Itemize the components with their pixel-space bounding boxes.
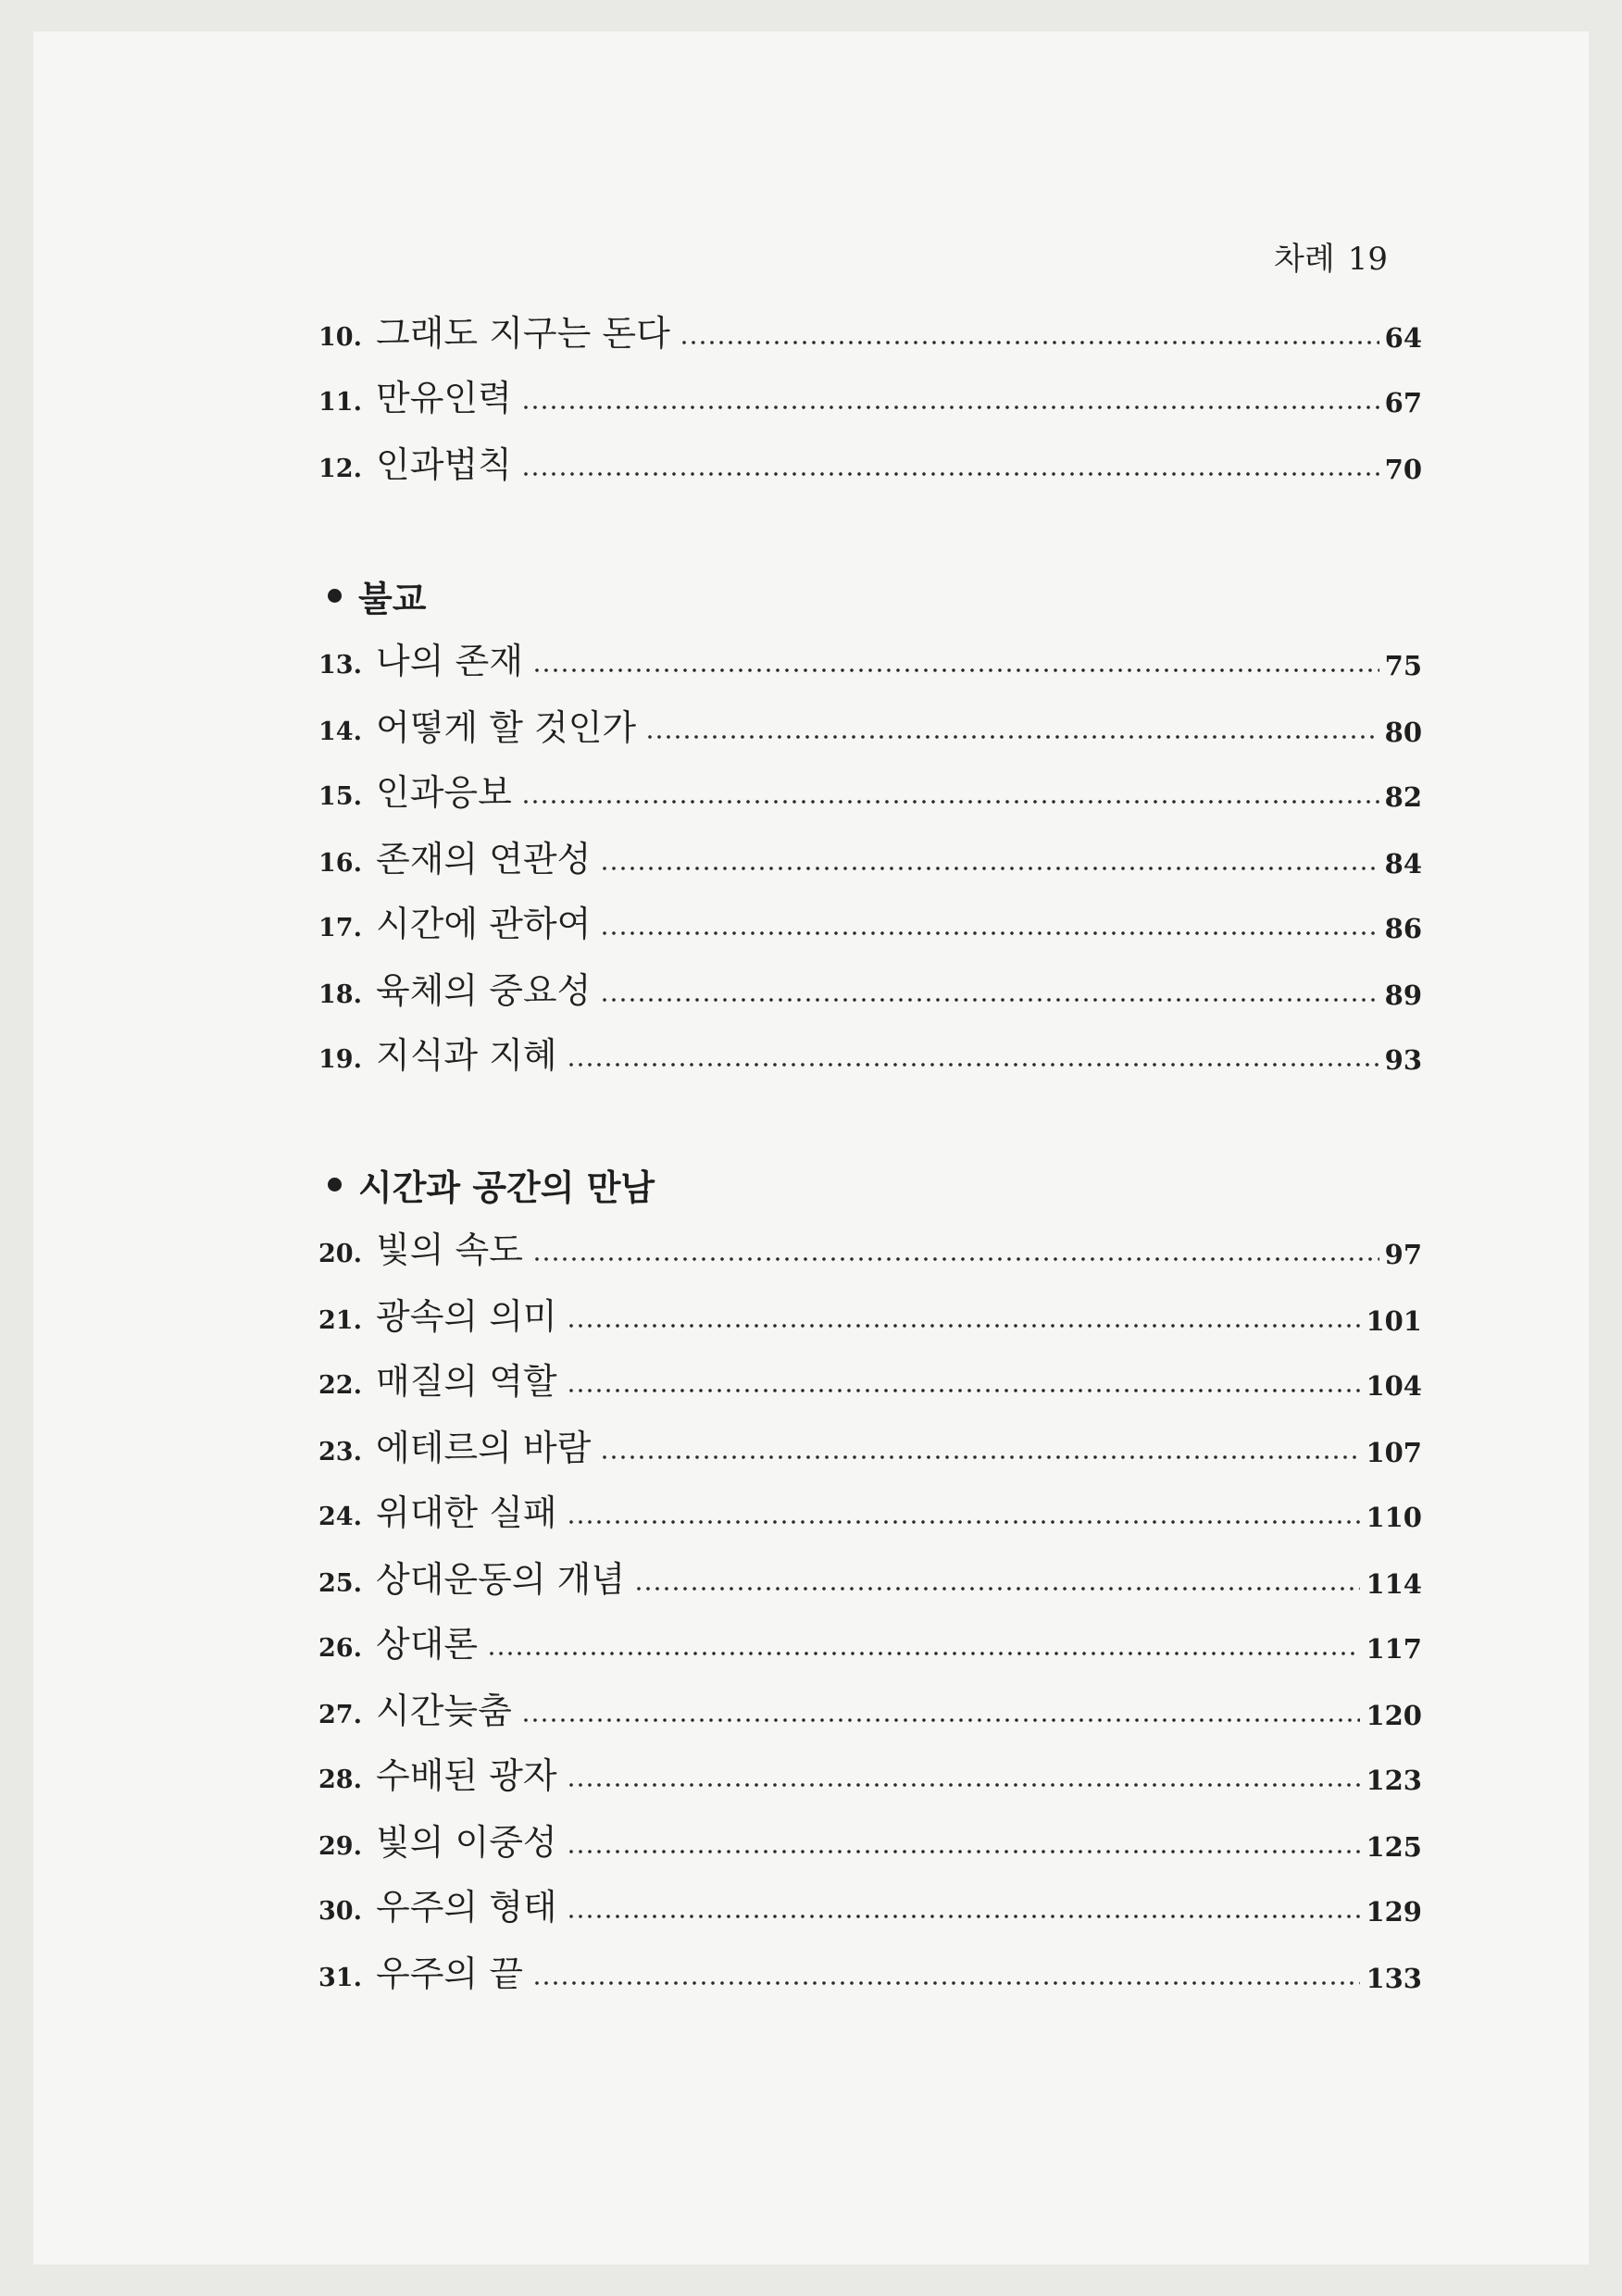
toc-entry — [318, 1291, 1422, 1339]
dot-leader — [567, 1389, 1361, 1392]
entry-number: 17. — [318, 914, 362, 942]
dot-leader — [567, 1783, 1361, 1787]
entry-title: 나의 존재 — [376, 641, 523, 681]
entry-page-number: 93 — [1384, 1044, 1422, 1076]
entry-page-number: 75 — [1384, 650, 1422, 681]
dot-leader — [487, 1652, 1360, 1655]
entry-number: 14. — [318, 718, 362, 746]
entry-number: 18. — [318, 980, 362, 1009]
toc-entry — [318, 1750, 1422, 1798]
dot-leader — [600, 931, 1379, 935]
dot-leader — [567, 1915, 1361, 1918]
entry-page-number: 86 — [1384, 913, 1422, 944]
section-title: 시간과 공간의 만남 — [358, 1166, 655, 1208]
entry-page-number: 123 — [1366, 1765, 1422, 1796]
entry-title: 만유인력 — [376, 378, 512, 418]
bullet-icon — [328, 589, 342, 603]
toc-entry — [318, 1685, 1422, 1733]
entry-number: 29. — [318, 1832, 362, 1861]
entry-page-number: 82 — [1384, 781, 1422, 813]
toc-entry — [318, 307, 1422, 356]
toc-entry — [318, 1816, 1422, 1865]
toc-entry — [318, 372, 1422, 420]
entry-title: 그래도 지구는 돈다 — [376, 313, 670, 354]
entry-title: 어떻게 할 것인가 — [376, 707, 637, 748]
entry-number: 24. — [318, 1503, 362, 1531]
entry-title: 광속의 의미 — [376, 1296, 557, 1337]
dot-leader — [567, 1324, 1361, 1328]
entry-number: 26. — [318, 1634, 362, 1663]
running-header — [1274, 233, 1388, 279]
entry-number: 28. — [318, 1766, 362, 1794]
entry-page-number: 67 — [1384, 387, 1422, 418]
entry-page-number: 120 — [1366, 1700, 1422, 1731]
dot-leader — [532, 1257, 1379, 1261]
toc-entry — [318, 439, 1422, 487]
dot-leader — [532, 668, 1379, 672]
toc-entry — [318, 965, 1422, 1013]
entry-title: 에테르의 바람 — [376, 1428, 592, 1468]
entry-number: 16. — [318, 849, 362, 878]
entry-number: 12. — [318, 455, 362, 483]
entry-title: 매질의 역할 — [376, 1361, 557, 1402]
entry-page-number: 125 — [1366, 1831, 1422, 1863]
toc-entry — [318, 635, 1422, 683]
toc-entry — [318, 1948, 1422, 1996]
entry-page-number: 110 — [1366, 1502, 1422, 1533]
entry-page-number: 70 — [1384, 454, 1422, 485]
dot-leader — [521, 472, 1379, 476]
entry-page-number: 114 — [1366, 1568, 1422, 1600]
entry-number: 20. — [318, 1240, 362, 1268]
entry-title: 육체의 중요성 — [376, 970, 592, 1011]
entry-number: 11. — [318, 388, 362, 417]
entry-number: 15. — [318, 782, 362, 811]
dot-leader — [521, 800, 1379, 804]
entry-number: 30. — [318, 1897, 362, 1926]
dot-leader — [567, 1520, 1361, 1524]
page — [33, 31, 1589, 2265]
entry-title: 우주의 형태 — [376, 1887, 557, 1928]
entry-page-number: 101 — [1366, 1305, 1422, 1337]
dot-leader — [600, 1455, 1360, 1459]
dot-leader — [521, 1718, 1361, 1722]
dot-leader — [521, 406, 1379, 409]
toc-entry — [318, 1487, 1422, 1535]
toc-entry — [318, 833, 1422, 881]
entry-title: 상대론 — [376, 1624, 479, 1665]
toc-entry — [318, 1029, 1422, 1078]
entry-title: 지식과 지혜 — [376, 1035, 557, 1076]
bullet-icon — [328, 1178, 342, 1192]
section-heading — [328, 1159, 655, 1209]
toc-entry — [318, 1881, 1422, 1929]
entry-number: 19. — [318, 1045, 362, 1074]
entry-number: 27. — [318, 1701, 362, 1729]
toc-entry — [318, 767, 1422, 815]
dot-leader — [645, 735, 1379, 739]
entry-number: 10. — [318, 323, 362, 352]
entry-page-number: 104 — [1366, 1370, 1422, 1402]
toc-entry — [318, 1422, 1422, 1470]
entry-title: 위대한 실패 — [376, 1492, 557, 1533]
toc-entry — [318, 1355, 1422, 1404]
entry-page-number: 129 — [1366, 1896, 1422, 1928]
dot-leader — [567, 1063, 1379, 1067]
toc-entry — [318, 1618, 1422, 1666]
entry-title: 시간에 관하여 — [376, 904, 592, 944]
entry-page-number: 89 — [1384, 980, 1422, 1011]
entry-page-number: 107 — [1366, 1437, 1422, 1468]
dot-leader — [680, 341, 1379, 344]
entry-page-number: 97 — [1384, 1239, 1422, 1270]
entry-title: 우주의 끝 — [376, 1953, 523, 1994]
entry-page-number: 133 — [1366, 1963, 1422, 1994]
entry-title: 상대운동의 개념 — [376, 1559, 626, 1600]
dot-leader — [634, 1587, 1360, 1591]
entry-number: 22. — [318, 1371, 362, 1400]
toc-entry — [318, 898, 1422, 946]
dot-leader — [532, 1981, 1361, 1985]
dot-leader — [600, 998, 1379, 1002]
entry-number: 31. — [318, 1964, 362, 1992]
section-title: 불교 — [358, 577, 427, 619]
section-heading — [328, 570, 426, 620]
entry-title: 인과법칙 — [376, 444, 512, 485]
entry-page-number: 64 — [1384, 322, 1422, 354]
entry-page-number: 84 — [1384, 848, 1422, 880]
entry-title: 수배된 광자 — [376, 1755, 557, 1796]
header-label: 차례 — [1274, 241, 1335, 278]
entry-title: 존재의 연관성 — [376, 839, 592, 880]
dot-leader — [567, 1850, 1361, 1853]
entry-title: 빛의 이중성 — [376, 1822, 557, 1863]
entry-number: 21. — [318, 1306, 362, 1335]
entry-number: 23. — [318, 1438, 362, 1466]
toc-entry — [318, 702, 1422, 750]
dot-leader — [600, 867, 1379, 870]
toc-entry — [318, 1554, 1422, 1602]
toc-entry — [318, 1224, 1422, 1272]
entry-title: 시간늦춤 — [376, 1691, 512, 1731]
entry-page-number: 117 — [1366, 1633, 1422, 1665]
entry-page-number: 80 — [1384, 717, 1422, 748]
header-page-number: 19 — [1347, 241, 1388, 278]
entry-title: 인과응보 — [376, 772, 512, 813]
entry-number: 13. — [318, 651, 362, 680]
entry-title: 빛의 속도 — [376, 1229, 523, 1270]
entry-number: 25. — [318, 1569, 362, 1598]
